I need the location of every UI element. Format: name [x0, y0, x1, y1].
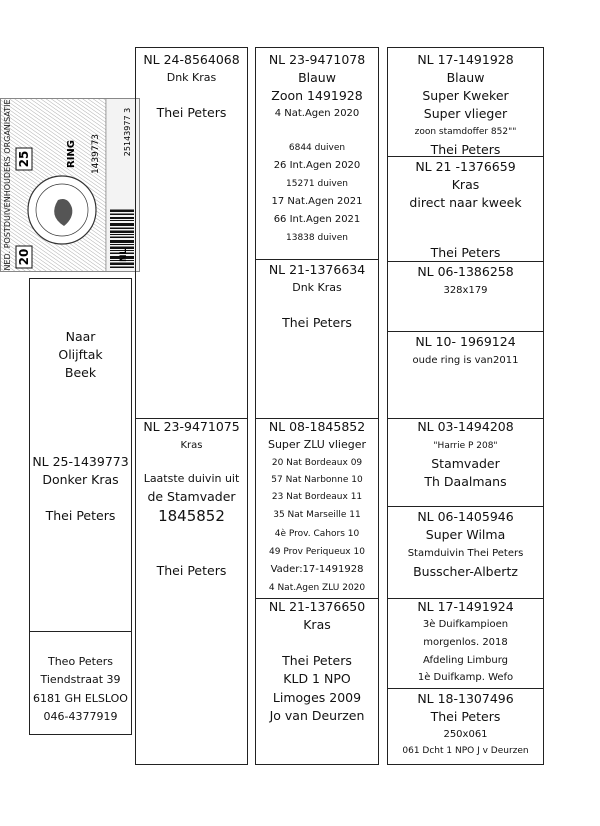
ddd-line: 061 Dcht 1 NPO J v Deurzen [402, 746, 529, 756]
owner-street: Tiendstraat 39 [40, 673, 121, 686]
ring-certificate-graphic [0, 98, 140, 272]
dam-note-line: de Stamvader [147, 489, 236, 504]
dsd-ring-number: NL 06-1405946 [417, 509, 514, 524]
dam-stamvader-ref: 1845852 [158, 507, 225, 525]
ss-ring-number: NL 23-9471078 [268, 52, 366, 67]
sss-breeder: Thei Peters [430, 142, 501, 157]
gen1-note-line: Naar [65, 329, 96, 344]
ds-ring-number: NL 08-1845852 [268, 419, 366, 434]
dss-nickname: "Harrie P 208" [433, 441, 498, 451]
dd-color: Kras [303, 617, 331, 632]
ds-result: 57 Nat Narbonne 10 [271, 475, 363, 485]
ss-result: 15271 duiven [286, 179, 348, 189]
stamp-caption: RING [66, 140, 77, 168]
ring-certificate-stamp [0, 98, 140, 272]
ss-result: 17 Nat.Agen 2021 [271, 196, 363, 207]
gen1-ring-number: NL 25-1439773 [32, 454, 129, 469]
ssd-ring-number: NL 21 -1376659 [415, 159, 516, 174]
stamp-country: NL [119, 248, 129, 262]
gen4-sss-box [387, 47, 544, 157]
ss-result: 13838 duiven [286, 233, 348, 243]
dd-line: Jo van Deurzen [269, 708, 365, 723]
sire-ring-number: NL 24-8564068 [143, 52, 240, 67]
gen4-dds-box [387, 599, 544, 689]
sd-breeder: Thei Peters [282, 315, 352, 330]
gen4-ddd-box [387, 689, 544, 765]
dds-ring-number: NL 17-1491924 [417, 599, 514, 614]
ddd-note: 250x061 [443, 729, 488, 740]
gen2-sire-box [135, 47, 248, 419]
sss-note: zoon stamdoffer 852"" [414, 127, 517, 137]
ss-result: 66 Int.Agen 2021 [273, 214, 361, 225]
owner-phone: 046-4377919 [43, 710, 118, 723]
ss-result: 26 Int.Agen 2020 [273, 160, 361, 171]
gen1-note-line: Beek [64, 365, 97, 380]
ds-result: 20 Nat Bordeaux 09 [271, 458, 363, 468]
dd-line: KLD 1 NPO [283, 671, 351, 686]
sire-breeder: Thei Peters [156, 105, 227, 120]
gen4-dss-box [387, 419, 544, 507]
gen3-ds-box [255, 419, 379, 599]
dam-color: Kras [180, 440, 203, 451]
ds-result: 35 Nat Marseille 11 [273, 510, 361, 520]
ss-color: Blauw [298, 70, 336, 85]
dsd-note: Stamduivin Thei Peters [407, 548, 524, 559]
stamp-ring-number: 1439773 [91, 133, 101, 175]
sds-note: 328x179 [443, 285, 488, 296]
dsd-breeder: Busscher-Albertz [413, 564, 518, 579]
sss-ring-number: NL 17-1491928 [417, 52, 514, 67]
dsd-title: Super Wilma [425, 527, 506, 542]
dd-ring-number: NL 21-1376650 [268, 599, 366, 614]
dss-breeder: Th Daalmans [424, 474, 507, 489]
stamp-year-left: 20 [17, 248, 31, 266]
ddd-breeder: Thei Peters [430, 709, 501, 724]
stamp-org-text: NED. POSTDUIVENHOUDERS ORGANISATIE [3, 99, 12, 271]
gen4-sds-box [387, 262, 544, 332]
dds-line: morgenlos. 2018 [423, 637, 508, 648]
dds-line: Afdeling Limburg [423, 655, 508, 666]
gen4-sdd-box [387, 332, 544, 419]
ssd-note: direct naar kweek [409, 195, 522, 210]
dam-ring-number: NL 23-9471075 [143, 419, 240, 434]
dam-note-line: Laatste duivin uit [143, 472, 240, 485]
stamp-year-right: 25 [17, 150, 31, 168]
ds-result: 4 Nat.Agen ZLU 2020 [268, 583, 366, 593]
sire-color: Dnk Kras [166, 71, 217, 84]
dd-line: Thei Peters [282, 653, 352, 668]
owner-city: 6181 GH ELSLOO [33, 692, 128, 705]
dds-line: 3è Duifkampioen [422, 619, 509, 630]
ss-son-of: Zoon 1491928 [271, 88, 363, 103]
gen2-dam-box [135, 419, 248, 765]
gen1-pigeon-box [29, 278, 132, 632]
ds-result: 49 Prov Periqueux 10 [269, 547, 365, 557]
sd-color: Dnk Kras [292, 281, 342, 294]
gen1-note-line: Olijftak [58, 347, 103, 362]
dam-breeder: Thei Peters [156, 563, 227, 578]
owner-name: Theo Peters [47, 655, 114, 668]
gen3-dd-box [255, 599, 379, 765]
ds-title: Super ZLU vlieger [267, 438, 367, 451]
ssd-breeder: Thei Peters [430, 245, 501, 260]
sdd-note: oude ring is van2011 [412, 355, 519, 366]
sss-color: Blauw [446, 70, 485, 85]
dss-ring-number: NL 03-1494208 [417, 419, 514, 434]
dd-line: Limoges 2009 [272, 690, 362, 705]
sd-ring-number: NL 21-1376634 [268, 262, 366, 277]
dss-title: Stamvader [431, 456, 500, 471]
ss-result: 4 Nat.Agen 2020 [274, 108, 360, 119]
ssd-color: Kras [451, 177, 480, 192]
gen1-breeder: Thei Peters [45, 508, 116, 523]
sds-ring-number: NL 06-1386258 [417, 264, 514, 279]
stamp-code: 25143977 3 [123, 107, 132, 157]
sdd-ring-number: NL 10- 1969124 [415, 334, 516, 349]
ds-result: Vader:17-1491928 [270, 564, 364, 575]
sss-line: Super vlieger [423, 106, 508, 121]
ds-result: 4è Prov. Cahors 10 [274, 529, 360, 539]
ds-result: 23 Nat Bordeaux 11 [271, 492, 363, 502]
ss-result: 6844 duiven [288, 143, 346, 153]
gen3-ss-box [255, 47, 379, 260]
ddd-ring-number: NL 18-1307496 [417, 691, 514, 706]
gen3-sd-box [255, 260, 379, 419]
gen1-owner-box [29, 632, 132, 735]
sss-line: Super Kweker [422, 88, 509, 103]
gen1-color: Donker Kras [42, 472, 119, 487]
gen4-dsd-box [387, 507, 544, 599]
dds-line: 1è Duifkamp. Wefo [417, 672, 514, 683]
gen4-ssd-box [387, 157, 544, 262]
